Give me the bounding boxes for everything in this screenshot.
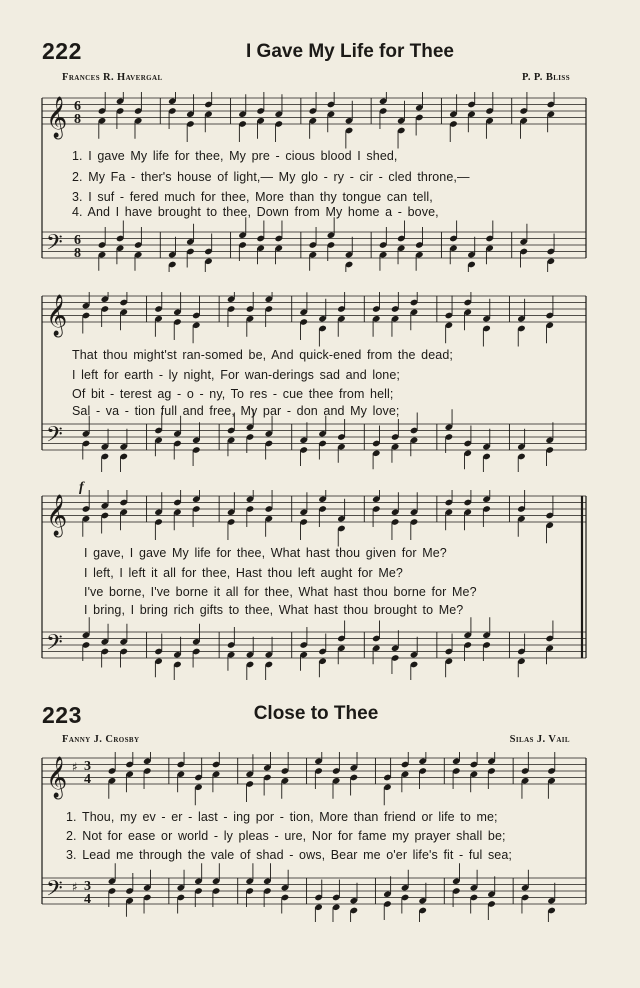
lyric-verse-3: I've borne, I've borne it all for thee, What hast thou borne for Me? <box>84 585 477 599</box>
lyric-verse-2: 2. Not for ease or world - ly pleas - ure, Nor for fame my prayer shall be; <box>66 829 506 843</box>
lyric-verse-1: 1. Thou, my ev - er - last - ing por - tion, More than friend or life to me; <box>66 810 498 824</box>
staff-notation <box>40 292 590 472</box>
svg-text:8: 8 <box>74 112 81 127</box>
hymn-title: I Gave My Life for Thee <box>246 41 454 62</box>
svg-text:3: 3 <box>84 879 91 894</box>
svg-text:8: 8 <box>74 246 81 261</box>
hymn-number: 223 <box>42 702 82 728</box>
svg-text:3: 3 <box>84 759 91 774</box>
svg-text:𝄢: 𝄢 <box>46 630 63 661</box>
lyricist-credit: Fanny J. Crosby <box>62 734 140 745</box>
svg-text:6: 6 <box>74 99 81 114</box>
svg-text:♯: ♯ <box>72 879 78 894</box>
dynamic-marking: f <box>79 480 84 495</box>
svg-text:𝄞: 𝄞 <box>46 295 68 336</box>
lyric-verse-1: That thou might'st ran-somed be, And quick-ened from the dead; <box>72 348 453 362</box>
hymn-number: 222 <box>42 38 82 64</box>
lyric-verse-2: I left for earth - ly night, For wan-derings sad and lone; <box>72 368 400 382</box>
svg-text:♯: ♯ <box>72 759 78 774</box>
svg-text:4: 4 <box>84 772 91 787</box>
composer-credit: P. P. Bliss <box>522 72 570 83</box>
svg-text:𝄢: 𝄢 <box>46 876 63 907</box>
lyric-verse-3: 3. Lead me through the vale of shad - ows, Bear me o'er life's fit - ful sea; <box>66 848 512 862</box>
lyric-verse-2: 2. My Fa - ther's house of light,— My glo - ry - cir - cled throne,— <box>72 170 470 184</box>
lyric-verse-4: 4. And I have brought to thee, Down from My home a - bove, <box>72 205 439 219</box>
svg-text:4: 4 <box>84 892 91 907</box>
lyric-verse-3: 3. I suf - fered much for thee, More than thy tongue can tell, <box>72 190 433 204</box>
hymn-title: Close to Thee <box>253 703 379 724</box>
svg-text:6: 6 <box>74 233 81 248</box>
lyric-verse-4: I bring, I bring rich gifts to thee, What hast thou brought to Me? <box>84 603 464 617</box>
svg-text:𝄢: 𝄢 <box>46 230 63 261</box>
music-system-2 <box>40 292 590 472</box>
svg-text:𝄞: 𝄞 <box>46 757 68 798</box>
lyric-verse-1: I gave, I gave My life for thee, What hast thou given for Me? <box>84 546 447 560</box>
lyric-verse-3: Of bit - terest ag - o - ny, To res - cue thee from hell; <box>72 387 394 401</box>
lyric-verse-2: I left, I left it all for thee, Hast thou left aught for Me? <box>84 566 403 580</box>
svg-text:𝄞: 𝄞 <box>46 495 68 536</box>
lyricist-credit: Frances R. Havergal <box>62 72 163 83</box>
lyric-verse-4: Sal - va - tion full and free, My par - don and My love; <box>72 404 400 418</box>
svg-text:𝄞: 𝄞 <box>46 97 68 138</box>
composer-credit: Silas J. Vail <box>509 734 570 745</box>
svg-text:𝄢: 𝄢 <box>46 422 63 453</box>
lyric-verse-1: 1. I gave My life for thee, My pre - cious blood I shed, <box>72 149 398 163</box>
